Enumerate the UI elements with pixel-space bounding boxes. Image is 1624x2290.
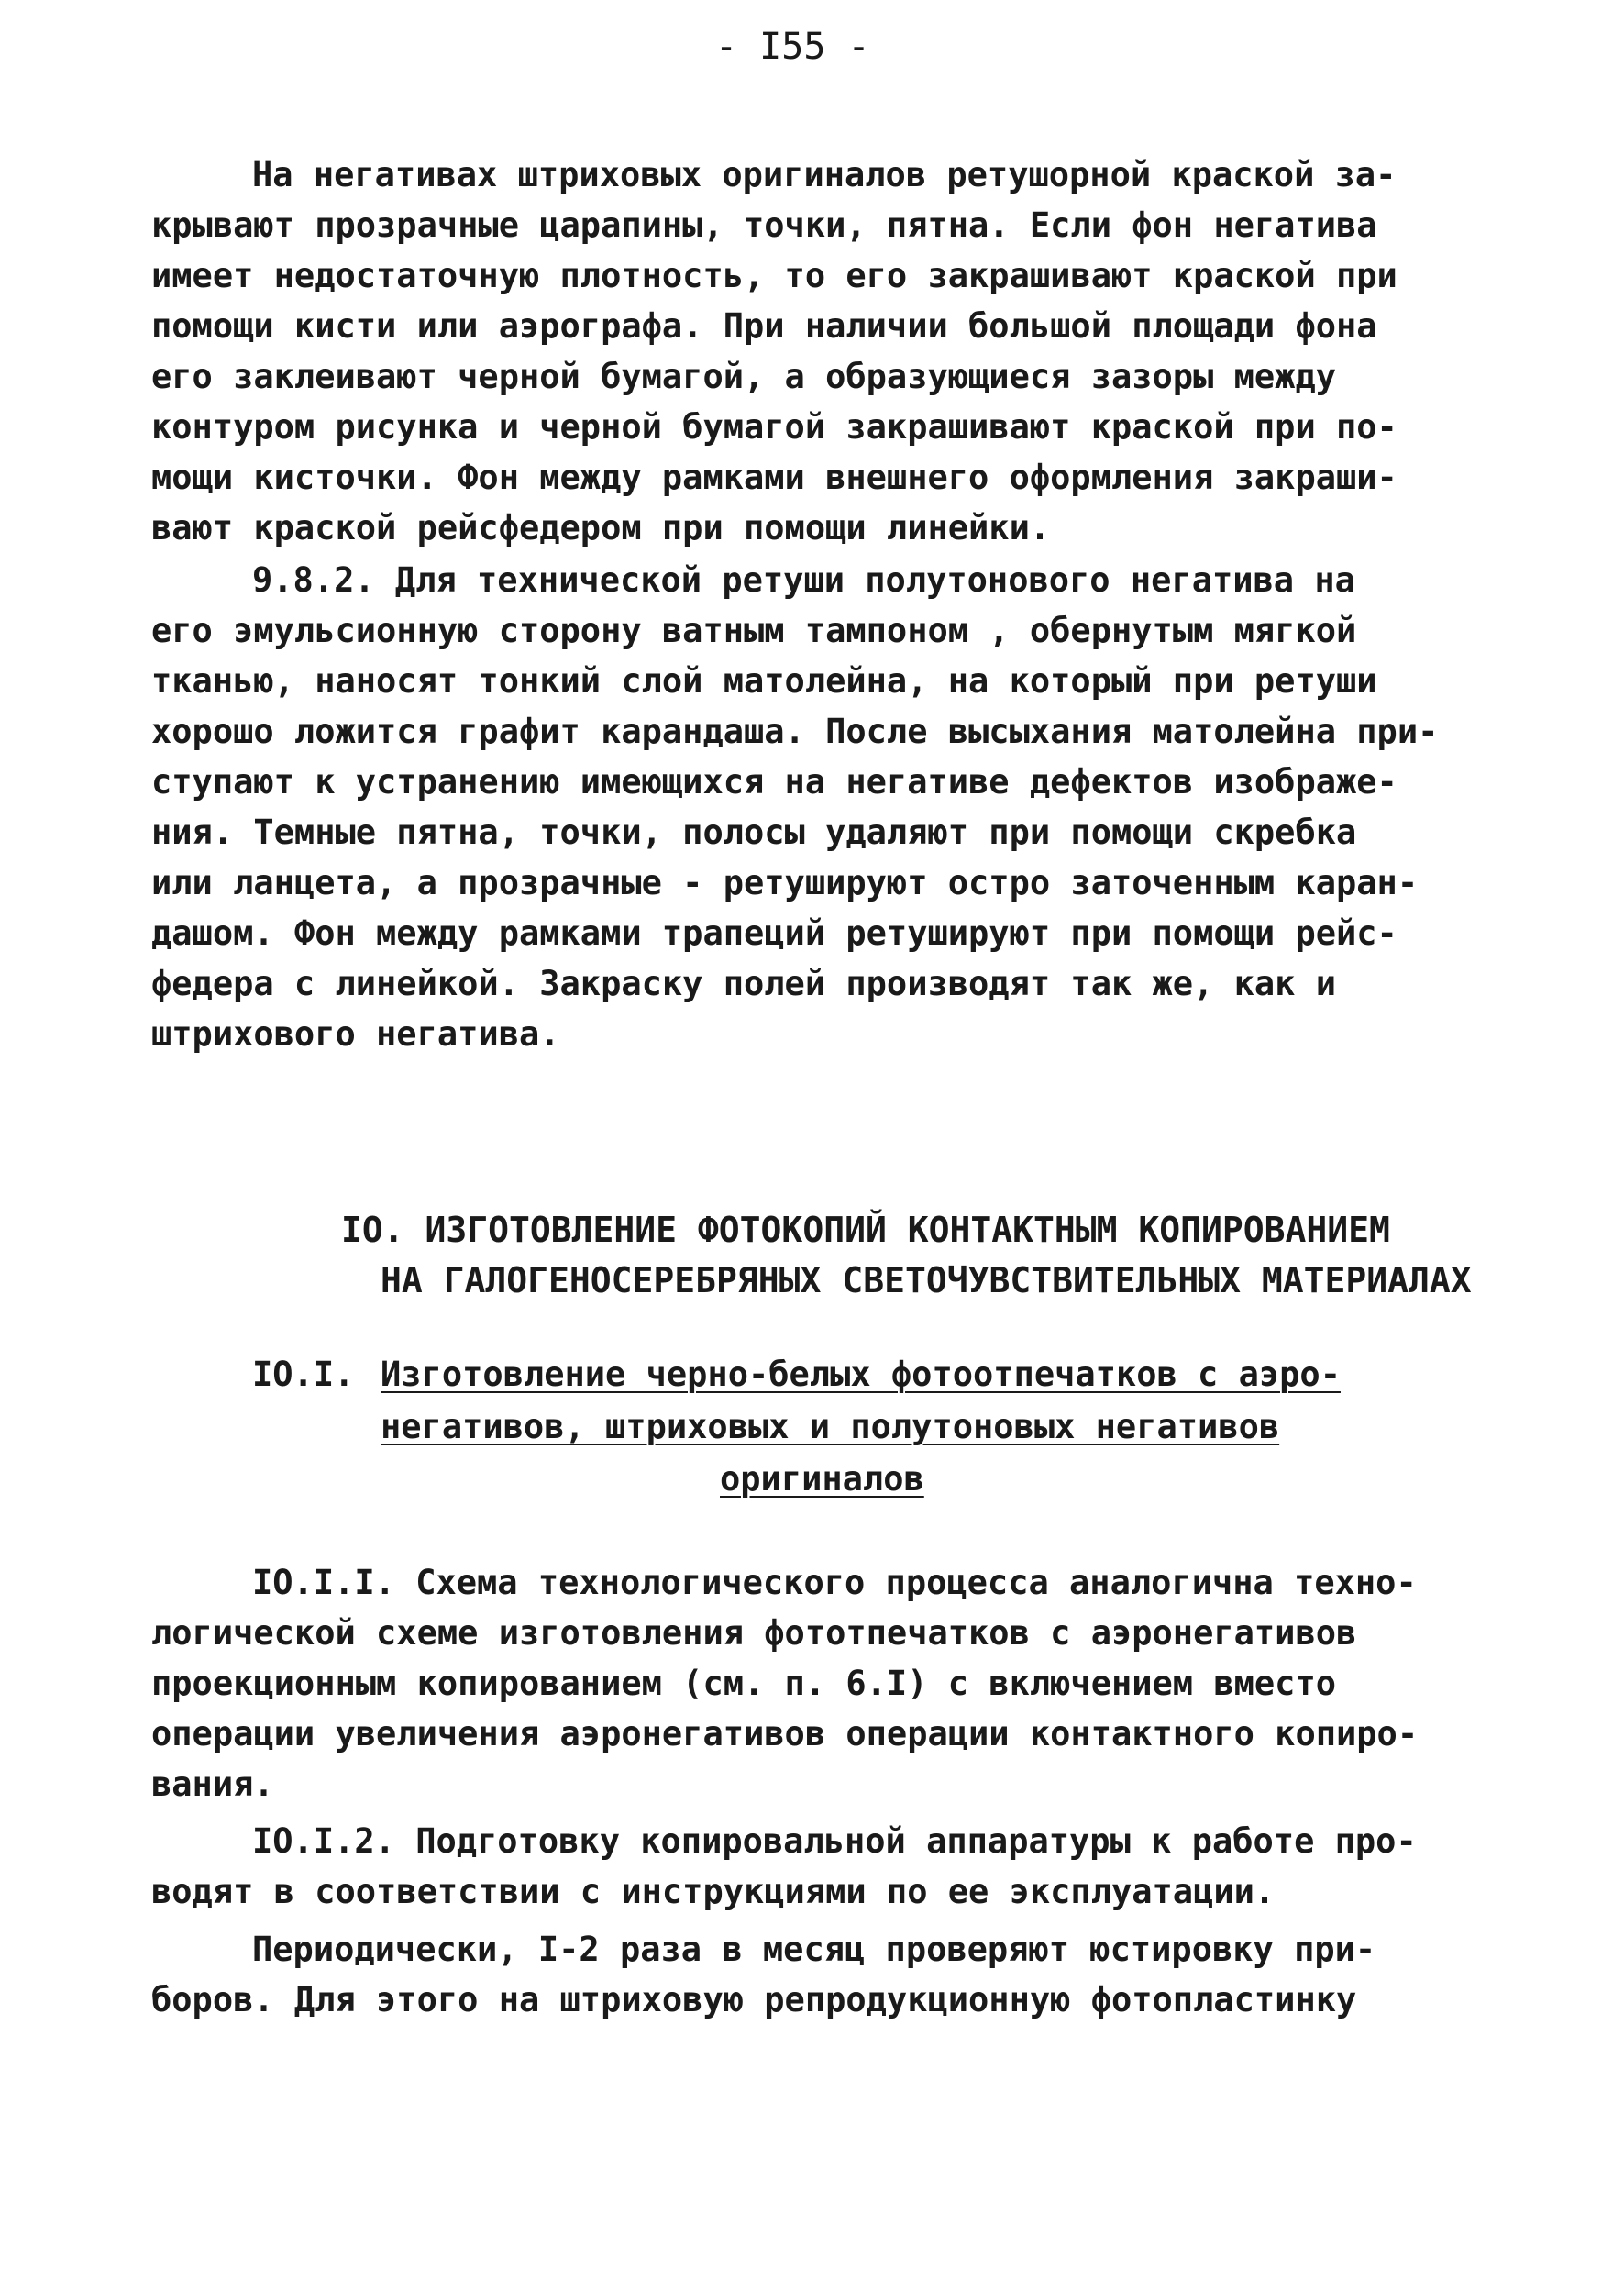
para2-line-7: или ланцета, а прозрачные - ретушируют остро заточенным каран- bbox=[151, 863, 1419, 902]
para5-line-2: боров. Для этого на штриховую репродукционную фотопластинку bbox=[151, 1980, 1357, 2019]
para3-line-3: проекционным копированием (см. п. 6.I) с включением вместо bbox=[151, 1664, 1337, 1703]
para1-line-3: имеет недостаточную плотность, то его закрашивают краской при bbox=[151, 256, 1398, 295]
para2-line-9: федера с линейкой. Закраску полей производят так же, как и bbox=[151, 964, 1337, 1003]
para1-line-8: вают краской рейсфедером при помощи линейки. bbox=[151, 508, 1051, 548]
para3-line-4: операции увеличения аэронегативов операции контактного копиро- bbox=[151, 1714, 1419, 1753]
para4-line-2: водят в соответствии с инструкциями по ее эксплуатации. bbox=[151, 1872, 1276, 1911]
page-number: - I55 - bbox=[715, 26, 870, 68]
para1-line-7: мощи кисточки. Фон между рамками внешнего оформления закраши- bbox=[151, 458, 1398, 497]
subsection-title-line-1: Изготовление черно-белых фотоотпечатков с аэро- bbox=[381, 1355, 1341, 1394]
subsection-number: IO.I. bbox=[252, 1355, 355, 1394]
para2-line-1: 9.8.2. Для технической ретуши полутонового негатива на bbox=[252, 560, 1355, 600]
para2-line-6: ния. Темные пятна, точки, полосы удаляют при помощи скребка bbox=[151, 813, 1357, 852]
para2-line-3: тканью, наносят тонкий слой матолейна, на который при ретуши bbox=[151, 661, 1377, 701]
para1-line-6: контуром рисунка и черной бумагой закрашивают краской при по- bbox=[151, 407, 1398, 447]
subsection-title-line-2: негативов, штриховых и полутоновых негативов bbox=[381, 1407, 1280, 1446]
para2-line-5: ступают к устранению имеющихся на негативе дефектов изображе- bbox=[151, 762, 1398, 802]
para1-line-4: помощи кисти или аэрографа. При наличии большой площади фона bbox=[151, 306, 1377, 346]
para5-line-1: Периодически, I-2 раза в месяц проверяют юстировку при- bbox=[252, 1930, 1376, 1969]
para1-line-2: крывают прозрачные царапины, точки, пятна. Если фон негатива bbox=[151, 205, 1377, 245]
para3-line-1: IO.I.I. Схема технологического процесса аналогична техно- bbox=[252, 1563, 1417, 1602]
para2-line-4: хорошо ложится графит карандаша. После высыхания матолейна при- bbox=[151, 712, 1439, 751]
para2-line-8: дашом. Фон между рамками трапеций ретушируют при помощи рейс- bbox=[151, 913, 1398, 953]
para3-line-2: логической схеме изготовления фототпечатков с аэронегативов bbox=[151, 1613, 1357, 1653]
section-heading-line-2: НА ГАЛОГЕНОСЕРЕБРЯНЫХ СВЕТОЧУВСТВИТЕЛЬНЫХ МАТЕРИАЛАХ bbox=[381, 1260, 1472, 1300]
para4-line-1: IO.I.2. Подготовку копировальной аппаратуры к работе про- bbox=[252, 1821, 1417, 1861]
subsection-title-line-3: оригиналов bbox=[720, 1459, 924, 1499]
para2-line-10: штрихового негатива. bbox=[151, 1014, 560, 1054]
para1-line-1: На негативах штриховых оригиналов ретушорной краской за- bbox=[252, 155, 1397, 194]
para3-line-5: вания. bbox=[151, 1765, 274, 1804]
para1-line-5: его заклеивают черной бумагой, а образующиеся зазоры между bbox=[151, 357, 1337, 396]
section-heading-line-1: IO. ИЗГОТОВЛЕНИЕ ФОТОКОПИЙ КОНТАКТНЫМ КОПИРОВАНИЕМ bbox=[341, 1210, 1390, 1250]
para2-line-2: его эмульсионную сторону ватным тампоном , обернутым мягкой bbox=[151, 611, 1357, 650]
